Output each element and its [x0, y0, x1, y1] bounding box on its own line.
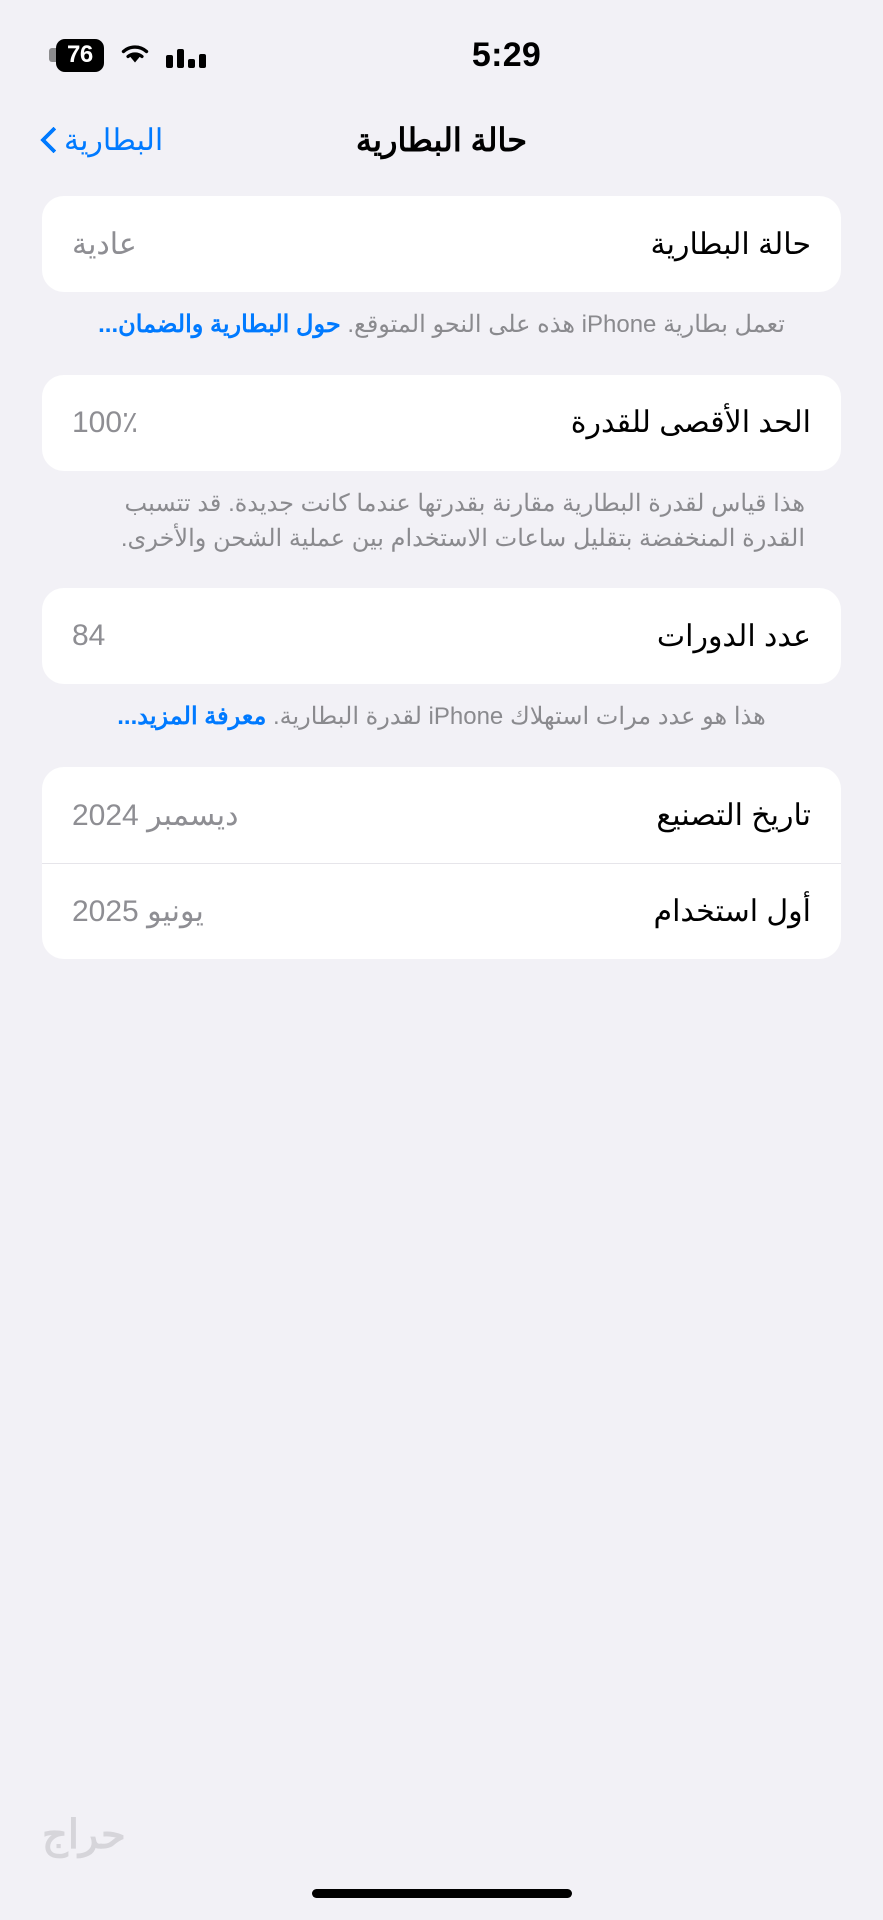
back-button[interactable]	[42, 123, 163, 158]
first-use-date-row	[42, 863, 841, 959]
battery-state-group	[42, 196, 841, 292]
battery-percentage-label: 76	[67, 40, 93, 68]
max-capacity-footnote: هذا قياس لقدرة البطارية مقارنة بقدرتها عندما كانت جديدة. قد تتسبب القدرة المنخفضة بتقليل ساعات الاستخدام بين عملية الشحن والأخرى.	[120, 489, 805, 552]
chevron-right-icon	[42, 125, 60, 155]
status-bar	[0, 0, 883, 110]
max-capacity-label: الحد الأقصى للقدرة	[570, 406, 811, 440]
battery-state-row	[42, 196, 841, 292]
back-button-label: البطارية	[64, 123, 164, 157]
battery-state-label: حالة البطارية	[650, 227, 811, 261]
page-title: حالة البطارية	[355, 122, 528, 158]
max-capacity-group	[42, 375, 841, 471]
first-use-date-value: يونيو 2025	[72, 895, 204, 929]
settings-content	[0, 190, 883, 1920]
status-bar-clock: 5:29	[471, 35, 542, 74]
wifi-icon	[118, 40, 152, 71]
cycle-count-row	[42, 588, 841, 684]
cycle-count-group	[42, 588, 841, 684]
home-indicator[interactable]	[312, 1889, 572, 1898]
watermark: حراج	[42, 1813, 126, 1857]
cellular-signal-icon	[166, 42, 206, 68]
status-bar-left	[56, 39, 206, 72]
manufacture-date-label: تاريخ التصنيع	[656, 798, 811, 832]
first-use-date-label: أول استخدام	[653, 895, 811, 929]
manufacture-date-row	[42, 767, 841, 863]
cycle-count-label: عدد الدورات	[656, 619, 811, 653]
dates-group	[42, 767, 841, 959]
cycle-count-footnote-text: هذا هو عدد مرات استهلاك iPhone لقدرة البطارية.	[266, 703, 766, 731]
navigation-bar	[0, 105, 883, 175]
battery-state-footnote	[42, 292, 841, 369]
battery-warranty-link[interactable]: حول البطارية والضمان...	[98, 311, 341, 338]
manufacture-date-value: ديسمبر 2024	[72, 798, 239, 832]
battery-state-value: عادية	[72, 227, 137, 261]
learn-more-link[interactable]: معرفة المزيد...	[117, 703, 267, 731]
max-capacity-row	[42, 375, 841, 471]
max-capacity-value: 100٪	[72, 406, 139, 440]
cycle-count-footnote	[42, 684, 841, 761]
battery-state-footnote-text: تعمل بطارية iPhone هذه على النحو المتوقع.	[340, 311, 785, 338]
cycle-count-value: 84	[72, 619, 106, 653]
battery-percentage-indicator	[56, 39, 104, 72]
